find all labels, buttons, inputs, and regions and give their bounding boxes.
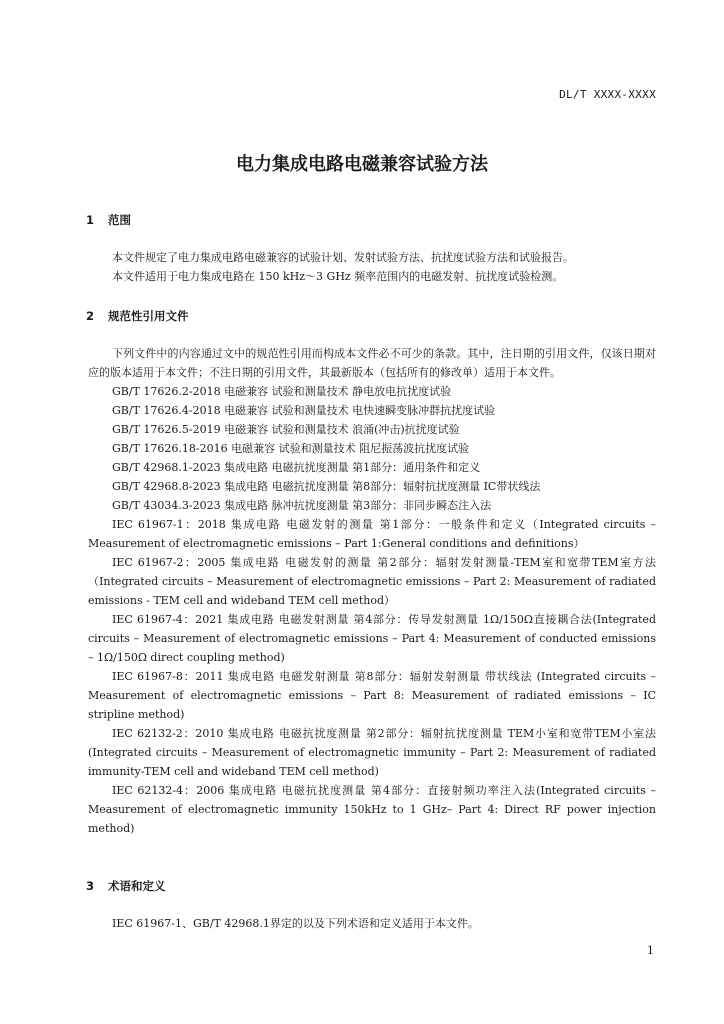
reference-item: IEC 61967-1：2018 集成电路 电磁发射的测量 第1部分：一般条件和定义（Integrated circuits – Measurement of electromagnetic emissions – Part 1:General conditions and definitions） — [88, 518, 656, 550]
reference-item: GB/T 17626.4-2018 电磁兼容 试验和测量技术 电快速瞬变脉冲群抗扰度试验 — [112, 404, 496, 417]
reference-item: IEC 61967-4：2021 集成电路 电磁发射测量 第4部分：传导发射测量 1Ω/150Ω直接耦合法(Integrated circuits – Measurement of electromagnetic emissions – Part 4: Measurement of conducted emissions – 1Ω/150Ω direct coupling method) — [88, 613, 656, 664]
reference-item: IEC 62132-4：2006 集成电路 电磁抗扰度测量 第4部分：直接射频功率注入法(Integrated circuits – Measurement of electromagnetic immunity 150kHz to 1 GHz– Part 4: Direct RF power injection method) — [88, 784, 656, 835]
reference-item: IEC 61967-8：2011 集成电路 电磁发射测量 第8部分：辐射发射测量 带状线法 (Integrated circuits – Measurement of electromagnetic emissions – Part 8: Measurement of radiated emissions – IC stripline method) — [88, 670, 656, 721]
section-3-heading — [86, 878, 166, 894]
reference-item: GB/T 17626.18-2016 电磁兼容 试验和测量技术 阻尼振荡波抗扰度试验 — [112, 442, 470, 455]
section-title: 范围 — [108, 213, 131, 227]
section-number: 2 — [86, 309, 95, 323]
reference-item: GB/T 43034.3-2023 集成电路 脉冲抗扰度测量 第3部分：非同步瞬态注入法 — [112, 499, 492, 512]
section-number: 3 — [86, 879, 95, 893]
paragraph: 下列文件中的内容通过文中的规范性引用而构成本文件必不可少的条款。其中，注日期的引用文件，仅该日期对应的版本适用于本文件；不注日期的引用文件，其最新版本（包括所有的修改单）适用于本文件。 — [88, 347, 656, 379]
section-1-heading — [86, 212, 131, 228]
section-2-body — [88, 344, 656, 838]
reference-item: GB/T 42968.8-2023 集成电路 电磁抗扰度测量 第8部分：辐射抗扰度测量 IC带状线法 — [112, 480, 541, 493]
reference-item: GB/T 17626.5-2019 电磁兼容 试验和测量技术 浪涌(冲击)抗扰度试验 — [112, 423, 460, 436]
section-title: 术语和定义 — [108, 879, 166, 893]
section-1-body — [88, 248, 656, 286]
section-3-body — [88, 914, 656, 933]
paragraph: 本文件规定了电力集成电路电磁兼容的试验计划、发射试验方法、抗扰度试验方法和试验报告。 — [112, 251, 574, 264]
reference-item: GB/T 42968.1-2023 集成电路 电磁抗扰度测量 第1部分：通用条件和定义 — [112, 461, 481, 474]
paragraph: 本文件适用于电力集成电路在 150 kHz～3 GHz 频率范围内的电磁发射、抗扰度试验检测。 — [112, 270, 564, 283]
section-number: 1 — [86, 213, 95, 227]
section-2-heading — [86, 308, 189, 324]
reference-item: IEC 62132-2：2010 集成电路 电磁抗扰度测量 第2部分：辐射抗扰度测量 TEM小室和宽带TEM小室法(Integrated circuits – Measurement of electromagnetic immunity – Part 2: Measurement of radiated immunity-TEM cell and wideband TEM cell method) — [88, 727, 656, 778]
reference-item: IEC 61967-2：2005 集成电路 电磁发射的测量 第2部分：辐射发射测量-TEM室和宽带TEM室方法（Integrated circuits – Measurement of electromagnetic emissions – Part 2: Measurement of radiated emissions - TEM cell and wideband TEM cell method） — [88, 556, 656, 607]
paragraph: IEC 61967-1、GB/T 42968.1界定的以及下列术语和定义适用于本文件。 — [112, 917, 479, 930]
document-code: DL/T XXXX-XXXX — [559, 88, 656, 101]
section-title: 规范性引用文件 — [108, 309, 189, 323]
page-title: 电力集成电路电磁兼容试验方法 — [236, 154, 488, 175]
reference-item: GB/T 17626.2-2018 电磁兼容 试验和测量技术 静电放电抗扰度试验 — [112, 385, 452, 398]
page-number: 1 — [647, 944, 654, 957]
